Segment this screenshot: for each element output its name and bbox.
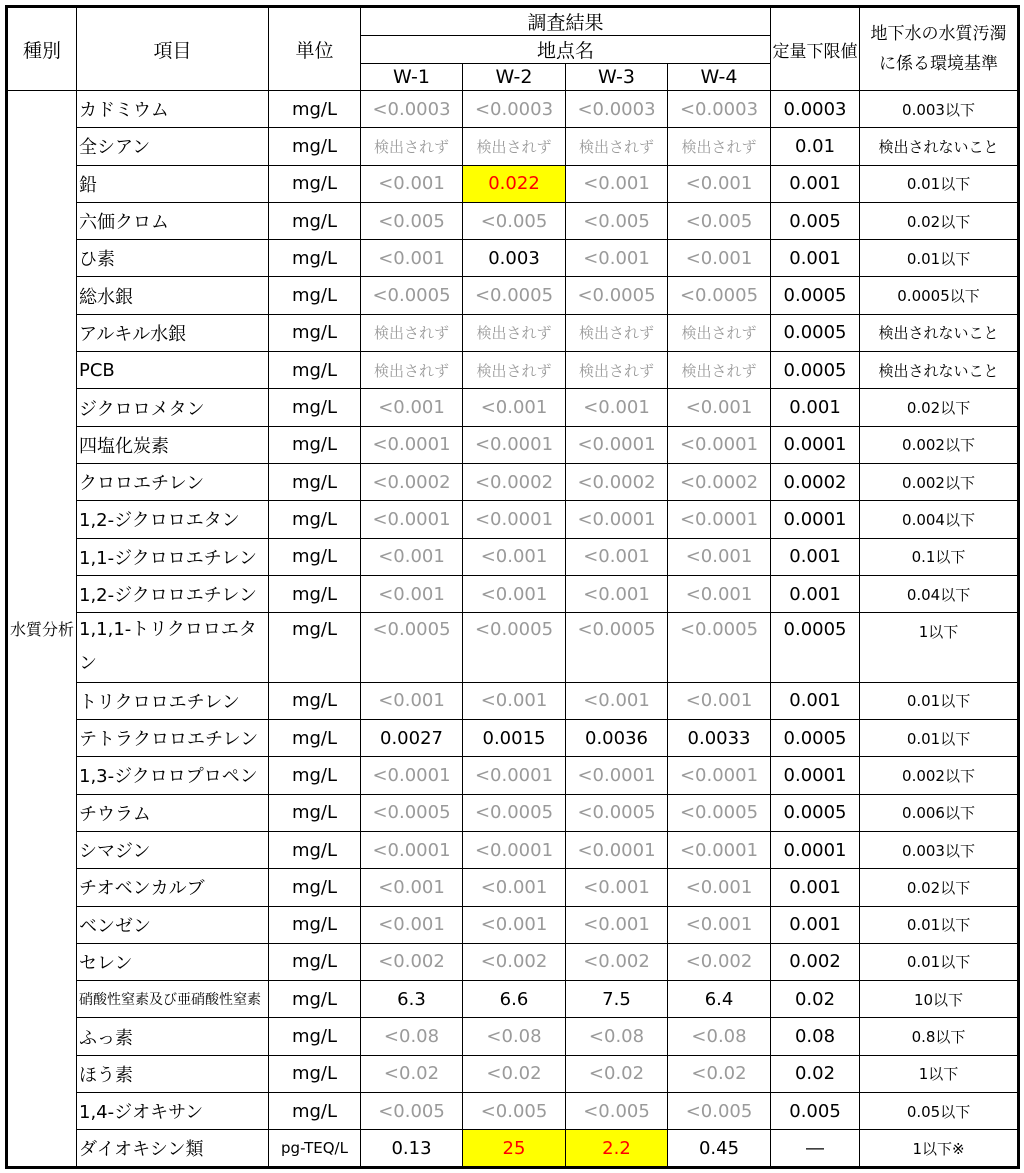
value-w2: <0.0005 — [463, 613, 566, 683]
standard-cell: 1以下 — [860, 1055, 1019, 1092]
standard-cell: 0.01以下 — [860, 720, 1019, 757]
value-w4: <0.0002 — [668, 463, 771, 500]
table-row — [7, 1055, 1019, 1092]
item-name: シマジン — [77, 831, 269, 868]
limit-cell: 0.0005 — [771, 613, 860, 683]
value-w3: <0.001 — [566, 538, 668, 575]
unit-cell: mg/L — [269, 91, 361, 128]
header-site-w4: W-4 — [668, 64, 771, 91]
limit-cell: 0.001 — [771, 869, 860, 906]
limit-cell: 0.0005 — [771, 794, 860, 831]
value-w1: <0.001 — [361, 869, 463, 906]
value-w4: 0.0033 — [668, 720, 771, 757]
value-w4: 検出されず — [668, 352, 771, 389]
value-w2: 0.0015 — [463, 720, 566, 757]
value-w3: <0.0001 — [566, 757, 668, 794]
value-w1: <0.0001 — [361, 831, 463, 868]
value-w1: 0.0027 — [361, 720, 463, 757]
standard-cell: 0.02以下 — [860, 389, 1019, 426]
item-name: トリクロロエチレン — [77, 682, 269, 719]
limit-cell: 0.0001 — [771, 501, 860, 538]
value-w2: 検出されず — [463, 128, 566, 165]
header-site-w2: W-2 — [463, 64, 566, 91]
item-name: ダイオキシン類 — [77, 1130, 269, 1168]
value-w2: <0.0001 — [463, 426, 566, 463]
value-w3: <0.0005 — [566, 794, 668, 831]
standard-cell: 検出されないこと — [860, 352, 1019, 389]
table-row — [7, 613, 1019, 683]
value-w1: <0.001 — [361, 538, 463, 575]
value-w3: <0.0003 — [566, 91, 668, 128]
value-w3: <0.001 — [566, 575, 668, 612]
standard-cell: 0.02以下 — [860, 202, 1019, 239]
unit-cell: mg/L — [269, 869, 361, 906]
limit-cell: 0.001 — [771, 389, 860, 426]
limit-cell: 0.0005 — [771, 277, 860, 314]
value-w4: <0.001 — [668, 575, 771, 612]
unit-cell: mg/L — [269, 240, 361, 277]
standard-cell: 0.0005以下 — [860, 277, 1019, 314]
table-row — [7, 128, 1019, 165]
value-w1: <0.0003 — [361, 91, 463, 128]
value-w4: <0.001 — [668, 538, 771, 575]
unit-cell: mg/L — [269, 1093, 361, 1130]
value-w4: <0.001 — [668, 682, 771, 719]
value-w4: 0.45 — [668, 1130, 771, 1168]
value-w1: <0.0005 — [361, 277, 463, 314]
value-w1: <0.001 — [361, 906, 463, 943]
limit-cell: 0.08 — [771, 1018, 860, 1055]
item-name: 全シアン — [77, 128, 269, 165]
water-quality-table — [5, 5, 1020, 1169]
unit-cell: mg/L — [269, 906, 361, 943]
standard-cell: 0.1以下 — [860, 538, 1019, 575]
value-w2: 0.022 — [463, 165, 566, 202]
header-results: 調査結果 — [361, 7, 771, 36]
limit-cell: 0.002 — [771, 943, 860, 980]
unit-cell: mg/L — [269, 165, 361, 202]
table-row — [7, 831, 1019, 868]
table-row — [7, 906, 1019, 943]
item-name: クロロエチレン — [77, 463, 269, 500]
item-name: ほう素 — [77, 1055, 269, 1092]
limit-cell: ― — [771, 1130, 860, 1168]
unit-cell: mg/L — [269, 426, 361, 463]
value-w1: 0.13 — [361, 1130, 463, 1168]
item-name: 1,3-ジクロロプロペン — [77, 757, 269, 794]
value-w3: 2.2 — [566, 1130, 668, 1168]
standard-cell: 0.01以下 — [860, 906, 1019, 943]
limit-cell: 0.0002 — [771, 463, 860, 500]
table-row — [7, 352, 1019, 389]
unit-cell: mg/L — [269, 277, 361, 314]
value-w3: <0.0001 — [566, 501, 668, 538]
category-cell: 水質分析 — [7, 91, 77, 1168]
standard-cell: 0.01以下 — [860, 682, 1019, 719]
value-w2: <0.002 — [463, 943, 566, 980]
standard-cell: 0.003以下 — [860, 91, 1019, 128]
value-w4: <0.005 — [668, 1093, 771, 1130]
value-w3: <0.08 — [566, 1018, 668, 1055]
table-row — [7, 389, 1019, 426]
limit-cell: 0.005 — [771, 202, 860, 239]
limit-cell: 0.001 — [771, 906, 860, 943]
item-name: PCB — [77, 352, 269, 389]
value-w2: <0.08 — [463, 1018, 566, 1055]
standard-cell: 0.01以下 — [860, 943, 1019, 980]
value-w3: <0.0005 — [566, 277, 668, 314]
value-w2: 6.6 — [463, 981, 566, 1018]
unit-cell: pg-TEQ/L — [269, 1130, 361, 1168]
value-w4: <0.0001 — [668, 831, 771, 868]
standard-cell: 検出されないこと — [860, 128, 1019, 165]
value-w2: 検出されず — [463, 314, 566, 351]
value-w3: <0.001 — [566, 906, 668, 943]
limit-cell: 0.0005 — [771, 352, 860, 389]
table-row — [7, 165, 1019, 202]
header-standard-line1: 地下水の水質汚濁 — [870, 24, 1007, 44]
standard-cell: 0.02以下 — [860, 869, 1019, 906]
table-row — [7, 538, 1019, 575]
header-limit: 定量下限値 — [771, 7, 860, 91]
limit-cell: 0.001 — [771, 682, 860, 719]
value-w1: 検出されず — [361, 128, 463, 165]
header-item: 項目 — [77, 7, 269, 91]
table-row — [7, 1093, 1019, 1130]
standard-cell: 0.004以下 — [860, 501, 1019, 538]
value-w1: 検出されず — [361, 352, 463, 389]
unit-cell: mg/L — [269, 389, 361, 426]
value-w1: 6.3 — [361, 981, 463, 1018]
header-unit: 単位 — [269, 7, 361, 91]
value-w4: <0.002 — [668, 943, 771, 980]
value-w1: <0.0001 — [361, 757, 463, 794]
value-w3: <0.005 — [566, 1093, 668, 1130]
item-name: ひ素 — [77, 240, 269, 277]
value-w2: <0.0001 — [463, 757, 566, 794]
value-w4: <0.0005 — [668, 613, 771, 683]
unit-cell: mg/L — [269, 128, 361, 165]
unit-cell: mg/L — [269, 613, 361, 683]
limit-cell: 0.005 — [771, 1093, 860, 1130]
table-row — [7, 91, 1019, 128]
value-w4: <0.001 — [668, 240, 771, 277]
value-w1: <0.08 — [361, 1018, 463, 1055]
value-w2: 25 — [463, 1130, 566, 1168]
limit-cell: 0.01 — [771, 128, 860, 165]
unit-cell: mg/L — [269, 720, 361, 757]
item-name: 鉛 — [77, 165, 269, 202]
value-w2: <0.02 — [463, 1055, 566, 1092]
header-location: 地点名 — [361, 36, 771, 64]
value-w4: <0.0001 — [668, 426, 771, 463]
value-w1: <0.02 — [361, 1055, 463, 1092]
value-w3: <0.0001 — [566, 831, 668, 868]
value-w1: <0.001 — [361, 682, 463, 719]
value-w3: <0.001 — [566, 869, 668, 906]
value-w3: 検出されず — [566, 128, 668, 165]
value-w4: <0.001 — [668, 869, 771, 906]
value-w2: <0.001 — [463, 538, 566, 575]
item-name: 1,2-ジクロロエタン — [77, 501, 269, 538]
value-w2: <0.001 — [463, 682, 566, 719]
table-row — [7, 277, 1019, 314]
header-standard-line2: に係る環境基準 — [879, 54, 999, 74]
table-row — [7, 240, 1019, 277]
table-row — [7, 463, 1019, 500]
value-w2: <0.001 — [463, 869, 566, 906]
value-w1: <0.0002 — [361, 463, 463, 500]
standard-cell: 0.002以下 — [860, 463, 1019, 500]
unit-cell: mg/L — [269, 943, 361, 980]
value-w3: 検出されず — [566, 314, 668, 351]
unit-cell: mg/L — [269, 1018, 361, 1055]
value-w3: <0.0001 — [566, 426, 668, 463]
value-w1: <0.001 — [361, 575, 463, 612]
table-row — [7, 943, 1019, 980]
value-w3: 検出されず — [566, 352, 668, 389]
unit-cell: mg/L — [269, 501, 361, 538]
unit-cell: mg/L — [269, 794, 361, 831]
value-w2: 検出されず — [463, 352, 566, 389]
unit-cell: mg/L — [269, 314, 361, 351]
value-w2: <0.001 — [463, 575, 566, 612]
item-name: カドミウム — [77, 91, 269, 128]
unit-cell: mg/L — [269, 538, 361, 575]
value-w2: <0.0001 — [463, 831, 566, 868]
item-name: 1,2-ジクロロエチレン — [77, 575, 269, 612]
item-name: ベンゼン — [77, 906, 269, 943]
item-name: チオベンカルブ — [77, 869, 269, 906]
value-w1: <0.005 — [361, 1093, 463, 1130]
value-w1: <0.0005 — [361, 794, 463, 831]
limit-cell: 0.0005 — [771, 314, 860, 351]
limit-cell: 0.02 — [771, 1055, 860, 1092]
limit-cell: 0.0003 — [771, 91, 860, 128]
value-w4: <0.0001 — [668, 501, 771, 538]
item-name: 四塩化炭素 — [77, 426, 269, 463]
table-row — [7, 314, 1019, 351]
limit-cell: 0.001 — [771, 165, 860, 202]
value-w3: <0.02 — [566, 1055, 668, 1092]
standard-cell: 0.003以下 — [860, 831, 1019, 868]
value-w4: <0.0001 — [668, 757, 771, 794]
item-name: 1,1,1-トリクロロエタン — [77, 613, 269, 683]
standard-cell: 0.01以下 — [860, 165, 1019, 202]
value-w4: <0.0005 — [668, 277, 771, 314]
value-w2: <0.005 — [463, 202, 566, 239]
value-w4: <0.08 — [668, 1018, 771, 1055]
value-w4: <0.005 — [668, 202, 771, 239]
value-w2: <0.001 — [463, 389, 566, 426]
table-row — [7, 981, 1019, 1018]
item-name: 総水銀 — [77, 277, 269, 314]
value-w3: <0.005 — [566, 202, 668, 239]
value-w1: <0.005 — [361, 202, 463, 239]
limit-cell: 0.001 — [771, 538, 860, 575]
standard-cell: 検出されないこと — [860, 314, 1019, 351]
header-category: 種別 — [7, 7, 77, 91]
table-row — [7, 575, 1019, 612]
value-w3: <0.001 — [566, 389, 668, 426]
limit-cell: 0.0001 — [771, 831, 860, 868]
value-w1: <0.0001 — [361, 501, 463, 538]
value-w3: 7.5 — [566, 981, 668, 1018]
standard-cell: 0.8以下 — [860, 1018, 1019, 1055]
item-name: 六価クロム — [77, 202, 269, 239]
item-name: セレン — [77, 943, 269, 980]
limit-cell: 0.001 — [771, 575, 860, 612]
value-w2: <0.005 — [463, 1093, 566, 1130]
limit-cell: 0.02 — [771, 981, 860, 1018]
unit-cell: mg/L — [269, 682, 361, 719]
standard-cell: 0.01以下 — [860, 240, 1019, 277]
value-w1: <0.001 — [361, 165, 463, 202]
value-w4: 6.4 — [668, 981, 771, 1018]
table-row — [7, 757, 1019, 794]
standard-cell: 10以下 — [860, 981, 1019, 1018]
standard-cell: 1以下 — [860, 613, 1019, 683]
limit-cell: 0.0005 — [771, 720, 860, 757]
table-row — [7, 501, 1019, 538]
item-name: ジクロロメタン — [77, 389, 269, 426]
value-w4: 検出されず — [668, 128, 771, 165]
standard-cell: 0.006以下 — [860, 794, 1019, 831]
table-row — [7, 202, 1019, 239]
value-w2: <0.001 — [463, 906, 566, 943]
item-name: 硝酸性窒素及び亜硝酸性窒素 — [77, 981, 269, 1018]
value-w4: <0.001 — [668, 906, 771, 943]
item-name: ふっ素 — [77, 1018, 269, 1055]
value-w1: <0.002 — [361, 943, 463, 980]
value-w4: <0.001 — [668, 165, 771, 202]
table-row — [7, 426, 1019, 463]
value-w1: <0.0005 — [361, 613, 463, 683]
value-w2: <0.0002 — [463, 463, 566, 500]
unit-cell: mg/L — [269, 981, 361, 1018]
item-name: 1,4-ジオキサン — [77, 1093, 269, 1130]
table-row — [7, 1018, 1019, 1055]
value-w4: <0.02 — [668, 1055, 771, 1092]
table-row — [7, 869, 1019, 906]
value-w2: <0.0005 — [463, 794, 566, 831]
value-w1: <0.0001 — [361, 426, 463, 463]
standard-cell: 0.002以下 — [860, 426, 1019, 463]
item-name: チウラム — [77, 794, 269, 831]
header-site-w1: W-1 — [361, 64, 463, 91]
unit-cell: mg/L — [269, 202, 361, 239]
limit-cell: 0.0001 — [771, 757, 860, 794]
value-w1: <0.001 — [361, 240, 463, 277]
item-name: テトラクロロエチレン — [77, 720, 269, 757]
value-w3: <0.001 — [566, 240, 668, 277]
table-row — [7, 682, 1019, 719]
table-row — [7, 720, 1019, 757]
value-w2: <0.0003 — [463, 91, 566, 128]
table-row — [7, 794, 1019, 831]
standard-cell: 0.002以下 — [860, 757, 1019, 794]
standard-cell: 0.05以下 — [860, 1093, 1019, 1130]
item-name: 1,1-ジクロロエチレン — [77, 538, 269, 575]
value-w2: <0.0005 — [463, 277, 566, 314]
value-w4: <0.0005 — [668, 794, 771, 831]
value-w1: 検出されず — [361, 314, 463, 351]
unit-cell: mg/L — [269, 463, 361, 500]
standard-cell: 0.04以下 — [860, 575, 1019, 612]
item-name: アルキル水銀 — [77, 314, 269, 351]
unit-cell: mg/L — [269, 757, 361, 794]
limit-cell: 0.001 — [771, 240, 860, 277]
header-site-w3: W-3 — [566, 64, 668, 91]
unit-cell: mg/L — [269, 1055, 361, 1092]
value-w3: <0.001 — [566, 165, 668, 202]
unit-cell: mg/L — [269, 575, 361, 612]
value-w4: <0.0003 — [668, 91, 771, 128]
header-standard — [860, 7, 1019, 91]
value-w2: <0.0001 — [463, 501, 566, 538]
value-w3: <0.0005 — [566, 613, 668, 683]
table-row — [7, 1130, 1019, 1168]
value-w3: <0.001 — [566, 682, 668, 719]
value-w3: <0.002 — [566, 943, 668, 980]
limit-cell: 0.0001 — [771, 426, 860, 463]
standard-cell: 1以下※ — [860, 1130, 1019, 1168]
value-w2: 0.003 — [463, 240, 566, 277]
unit-cell: mg/L — [269, 831, 361, 868]
value-w3: <0.0002 — [566, 463, 668, 500]
value-w1: <0.001 — [361, 389, 463, 426]
value-w3: 0.0036 — [566, 720, 668, 757]
value-w4: <0.001 — [668, 389, 771, 426]
value-w4: 検出されず — [668, 314, 771, 351]
unit-cell: mg/L — [269, 352, 361, 389]
